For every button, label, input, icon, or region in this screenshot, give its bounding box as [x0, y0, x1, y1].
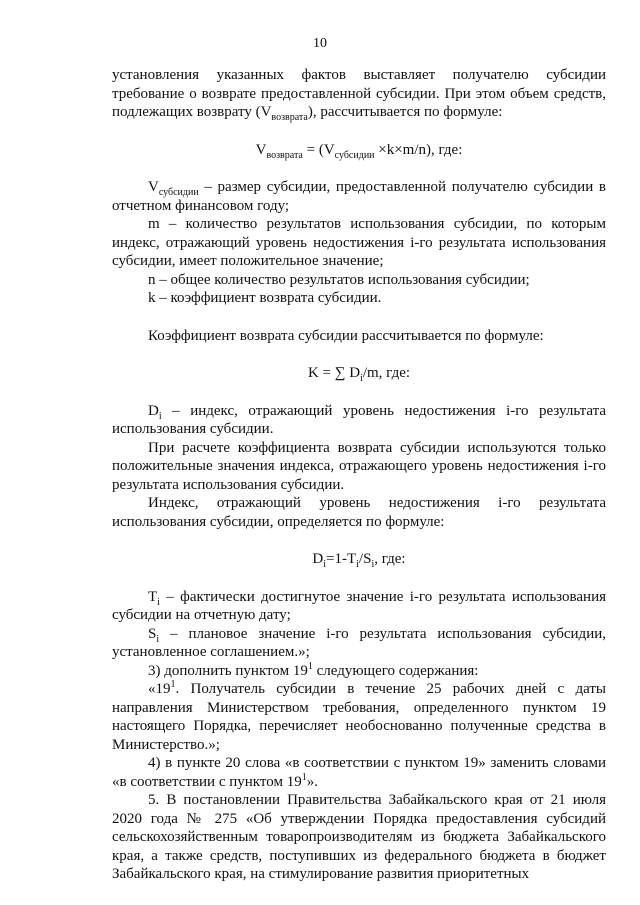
subscript: i — [157, 596, 160, 608]
amendment-4 — [112, 754, 606, 791]
subscript: i — [356, 559, 359, 570]
amendment-text: ». — [306, 773, 318, 790]
formula-part: ×k×m/n), где: — [374, 141, 463, 158]
paragraph-index: Индекс, отражающий уровень недостижения i-го результата использования субсидии, определяется по формуле: — [112, 495, 606, 530]
definition-text: – плановое значение i-го результата использования субсидии, установленное соглашением.»; — [112, 625, 606, 660]
definition-n: n – общее количество результатов использования субсидии; — [148, 271, 530, 288]
formula-index — [112, 550, 606, 569]
subscript: субсидии — [158, 187, 199, 198]
formula-symbol: V — [148, 179, 159, 195]
definition-text: – индекс, отражающий уровень недостижения i-го результата использования субсидии. — [112, 402, 606, 437]
clause-text: «19 — [148, 681, 171, 697]
paragraph-intro-text: установления указанных фактов выставляет получателю субсидии требование о возврате предоставленной субсидии. При этом объем средств, подлежащих возврату (V — [112, 67, 606, 120]
formula-symbol: S — [148, 625, 157, 642]
formula-part: /m, где: — [362, 365, 411, 381]
formula-coefficient — [112, 364, 606, 383]
formula-part: = (V — [302, 141, 335, 158]
subscript: возврата — [266, 149, 303, 161]
clause-text: . Получатель субсидии в течение 25 рабочих дней с даты направления Министерством требования, определенного пунктом 19 настоящего Порядка, перечисляет необоснованно полученные средства в Министерство.»; — [112, 681, 606, 753]
paragraph-coefficient: Коэффициент возврата субсидии рассчитывается по формуле: — [148, 327, 544, 344]
superscript: 1 — [307, 660, 313, 672]
clause-19-1 — [112, 680, 606, 754]
paragraph-intro — [112, 66, 606, 122]
subscript: субсидии — [334, 149, 375, 161]
amendment-3 — [112, 662, 606, 681]
formula-part: , где: — [374, 551, 406, 567]
formula-symbol: T — [148, 588, 158, 605]
definition-k: k – коэффициент возврата субсидии. — [148, 290, 382, 306]
formula-part: /S — [358, 551, 372, 567]
definition-t — [112, 588, 606, 625]
formula-part: K = ∑ D — [307, 365, 361, 381]
paragraph-intro-end: ), рассчитывается по формуле: — [307, 104, 503, 120]
page-number: 10 — [313, 36, 327, 51]
amendment-text: 3) дополнить пунктом 19 — [148, 662, 308, 679]
formula-symbol: V — [255, 141, 267, 158]
subscript: возврата — [271, 112, 308, 123]
definition-v-subsidy — [112, 178, 606, 215]
amendment-text: 4) в пункте 20 слова «в соответствии с пунктом 19» заменить словами «в соответствии с пунктом 19 — [112, 755, 606, 790]
subscript: i — [158, 410, 162, 422]
amendment-text: следующего содержания: — [312, 662, 479, 679]
subscript: i — [156, 633, 160, 645]
formula-return-volume — [112, 141, 606, 160]
definition-s — [112, 625, 606, 662]
definition-text: – фактически достигнутое значение i-го результата использования субсидии на отчетную дату; — [112, 588, 606, 623]
definition-m: m – количество результатов использования субсидии, по которым индекс, отражающий уровень недостижения i-го результата использования субсидии, имеет положительное значение; — [112, 216, 606, 269]
definition-d — [112, 402, 606, 439]
superscript: 1 — [301, 771, 307, 783]
subscript: i — [371, 559, 375, 570]
formula-part: D — [312, 551, 324, 567]
definition-text: – размер субсидии, предоставленной получателю субсидии в отчетном финансовом году; — [112, 179, 606, 214]
formula-part: =1-T — [326, 551, 357, 567]
document-body — [112, 66, 606, 884]
formula-symbol: D — [148, 402, 159, 419]
subscript: i — [360, 373, 363, 384]
amendment-5: 5. В постановлении Правительства Забайкальского края от 21 июля 2020 года № 275 «Об утверждении Порядка предоставления субсидий сельскохозяйственным товаропроизводителям из бюджета Забайкальского края, а также средств, поступивших из федерального бюджета в бюджет Забайкальского края, на стимулирование развития приоритетных — [112, 792, 606, 882]
paragraph-positive-values: При расчете коэффициента возврата субсидии используются только положительные значения индекса, отражающего уровень недостижения i-го результата использования субсидии. — [112, 439, 606, 493]
superscript: 1 — [170, 679, 176, 690]
subscript: i — [323, 559, 327, 570]
